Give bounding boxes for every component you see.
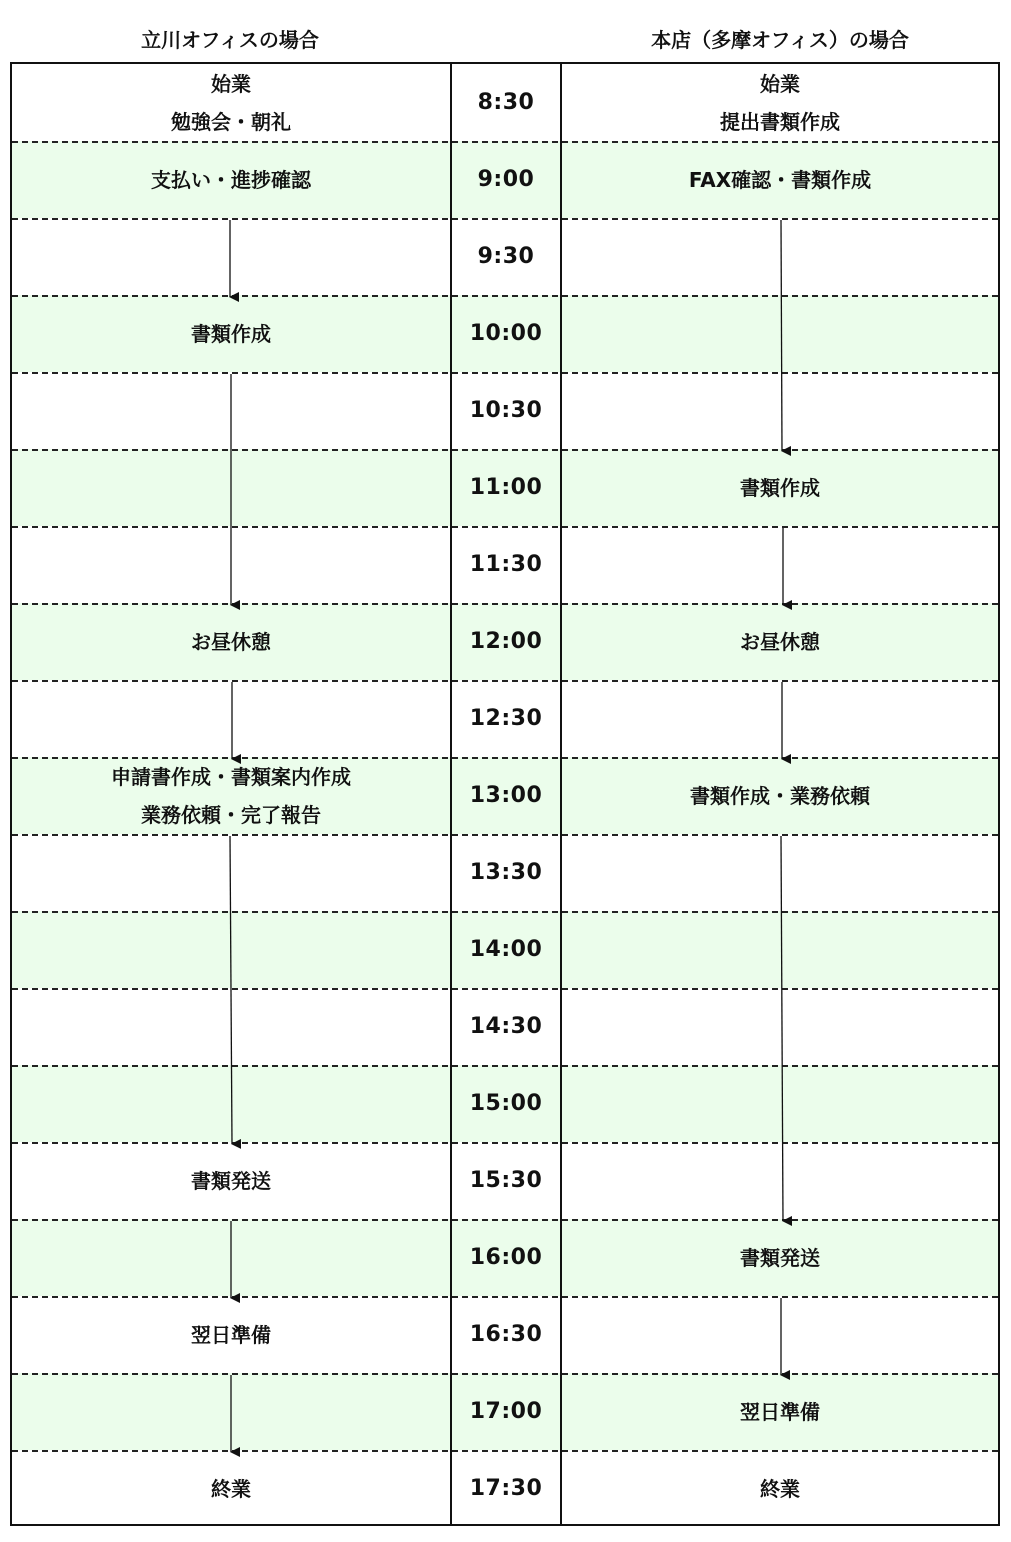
time-slot: 14:30: [469, 1013, 543, 1039]
left-task-lunch: お昼休憩: [191, 629, 271, 654]
right-task-end: 終業: [760, 1476, 800, 1501]
left-task-payment: 支払い・進捗確認: [151, 167, 311, 192]
left-task-line: 始業: [211, 71, 251, 96]
left-task-shipping: 書類発送: [191, 1168, 271, 1193]
time-slot: 12:00: [469, 628, 543, 654]
left-task-end: 終業: [211, 1476, 251, 1501]
time-slot: 11:00: [469, 474, 543, 500]
time-slot: 8:30: [477, 89, 535, 115]
time-slot: 10:00: [469, 320, 543, 346]
right-task-prep: 翌日準備: [740, 1399, 820, 1424]
right-task-start: [562, 64, 998, 141]
right-task-documents: 書類作成: [740, 475, 820, 500]
left-column-header: 立川オフィスの場合: [141, 28, 319, 52]
time-slot: 16:30: [469, 1321, 543, 1347]
right-task-line: 始業: [760, 71, 800, 96]
time-slot: 15:00: [469, 1090, 543, 1116]
left-task-prep: 翌日準備: [191, 1322, 271, 1347]
time-slot: 14:00: [469, 936, 543, 962]
time-slot: 13:30: [469, 859, 543, 885]
right-task-fax: FAX確認・書類作成: [688, 167, 872, 192]
left-task-applications: [12, 757, 450, 834]
time-slot: 17:30: [469, 1475, 543, 1501]
time-slot: 13:00: [469, 782, 543, 808]
right-column-header: 本店（多摩オフィス）の場合: [651, 28, 909, 52]
time-slot: 12:30: [469, 705, 543, 731]
right-task-line: 提出書類作成: [720, 109, 840, 134]
time-slot: 11:30: [469, 551, 543, 577]
time-slot: 10:30: [469, 397, 543, 423]
time-slot: 9:00: [477, 166, 535, 192]
right-task-requests: 書類作成・業務依頼: [690, 783, 870, 808]
schedule-table: [10, 62, 1000, 1526]
left-task-line: 業務依頼・完了報告: [141, 802, 321, 827]
left-task-documents: 書類作成: [191, 321, 271, 346]
time-slot: 16:00: [469, 1244, 543, 1270]
right-task-lunch: お昼休憩: [740, 629, 820, 654]
time-slot: 15:30: [469, 1167, 543, 1193]
time-slot: 9:30: [477, 243, 535, 269]
left-task-line: 申請書作成・書類案内作成: [111, 764, 351, 789]
left-task-start: [12, 64, 450, 141]
left-task-line: 勉強会・朝礼: [171, 109, 291, 134]
right-task-shipping: 書類発送: [740, 1245, 820, 1270]
time-slot: 17:00: [469, 1398, 543, 1424]
